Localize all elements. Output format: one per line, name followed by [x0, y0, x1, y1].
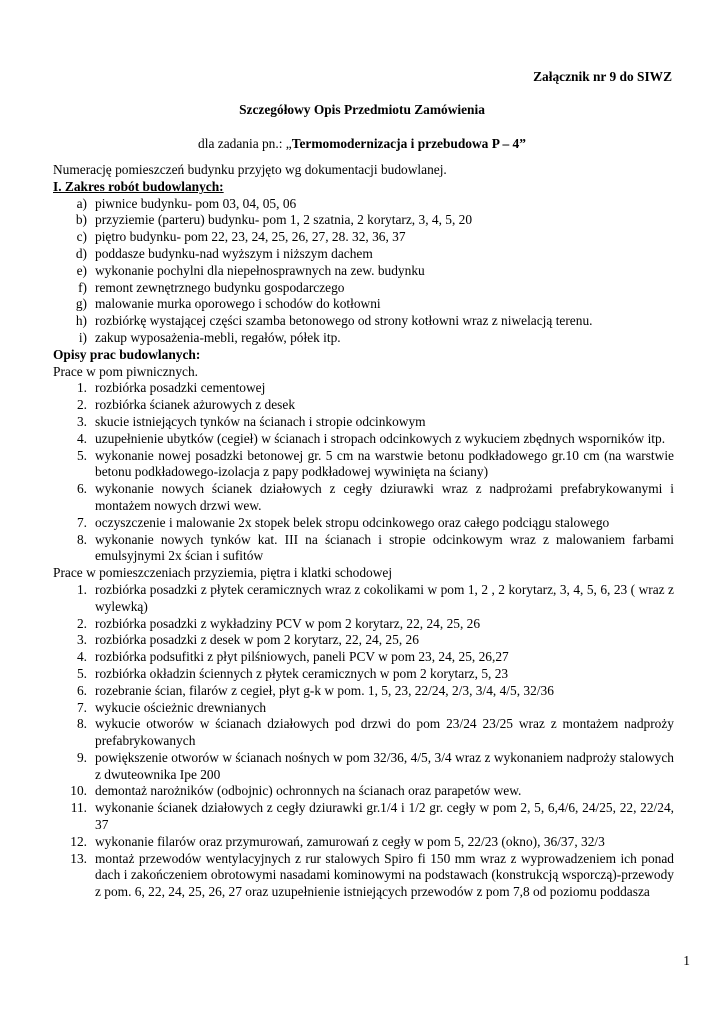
list-item-text: uzupełnienie ubytków (cegieł) w ścianach i stropach odcinkowych z wykuciem zbędnych wsporników itp. — [95, 430, 666, 446]
list-item — [53, 196, 674, 213]
list-item — [53, 666, 674, 683]
list-item — [53, 212, 674, 229]
list-item — [53, 851, 674, 901]
list-item — [53, 414, 674, 431]
list-item-text: piwnice budynku- pom 03, 04, 05, 06 — [95, 195, 297, 211]
list-marker: 8. — [76, 716, 87, 732]
list-item — [53, 649, 674, 666]
list-item-text: wykonanie nowych tynków kat. III na ścianach i stropie odcinkowym wraz z malowaniem farbami emulsyjnymi 2x ścian i sufitów — [95, 531, 674, 564]
list-item — [53, 783, 674, 800]
list-marker: 4. — [76, 430, 87, 446]
list-marker: i) — [78, 329, 87, 345]
list-item — [53, 700, 674, 717]
task-name: Termomodernizacja i przebudowa P – 4” — [291, 136, 526, 151]
list-marker: 12. — [70, 833, 87, 849]
task-prefix: dla zadania pn.: „ — [198, 136, 292, 151]
list-marker: c) — [76, 229, 87, 245]
upper-intro: Prace w pomieszczeniach przyziemia, piętra i klatki schodowej — [53, 565, 393, 581]
list-item-text: montaż przewodów wentylacyjnych z rur stalowych Spiro fi 150 mm wraz z wyprowadzeniem ich ponad dach i zakończeniem obrotowymi nasadami kominowymi na podstawach (konstrukcją wsporczą)-przewody z pom. 6, 22, 24, 25, 26, 27 oraz uzupełnienie istniejących przewodów z pom 7,8 od poziomu poddasza — [95, 850, 674, 900]
list-marker: 9. — [76, 749, 87, 765]
list-marker: 3. — [76, 632, 87, 648]
list-item-text: piętro budynku- pom 22, 23, 24, 25, 26, 27, 28. 32, 36, 37 — [95, 229, 406, 245]
list-item-text: wykucie ościeżnic drewnianych — [95, 699, 267, 715]
list-item-text: wykonanie nowej posadzki betonowej gr. 5 cm na warstwie betonu podkładowego gr.10 cm (na warstwie betonu podkładowego-izolacja z papy podkładowej wywinięta na ściany) — [95, 447, 674, 480]
document-title: Szczegółowy Opis Przedmiotu Zamówienia — [239, 102, 485, 117]
list-item — [53, 632, 674, 649]
list-item — [53, 716, 674, 750]
list-item-text: poddasze budynku-nad wyższym i niższym dachem — [95, 245, 373, 261]
list-item-text: oczyszczenie i malowanie 2x stopek belek stropu odcinkowego oraz całego podciągu stalowego — [95, 514, 610, 530]
list-item — [53, 750, 674, 784]
list-item — [53, 380, 674, 397]
list-item-text: rozbiórka posadzki z wykładziny PCV w pom 2 korytarz, 22, 24, 25, 26 — [95, 615, 481, 631]
list-item-text: rozbiórka okładzin ściennych z płytek ceramicznych w pom 2 korytarz, 5, 23 — [95, 665, 509, 681]
list-item — [53, 280, 674, 297]
scope-list — [53, 196, 674, 347]
list-marker: 1. — [76, 380, 87, 396]
list-marker: 6. — [76, 481, 87, 497]
list-marker: 7. — [76, 699, 87, 715]
list-item-text: rozbiórka ścianek ażurowych z desek — [95, 397, 296, 413]
annex-label: Załącznik nr 9 do SIWZ — [533, 69, 672, 84]
list-marker: 8. — [76, 531, 87, 547]
list-item — [53, 616, 674, 633]
list-item — [53, 515, 674, 532]
list-item — [53, 313, 674, 330]
list-item — [53, 683, 674, 700]
list-item-text: rozebranie ścian, filarów z cegieł, płyt g-k w pom. 1, 5, 23, 22/24, 2/3, 3/4, 4/5, 32/36 — [95, 682, 554, 698]
list-item-text: wykonanie filarów oraz przymurowań, zamurowań z cegły w pom 5, 22/23 (okno), 36/37, 32/3 — [95, 833, 605, 849]
list-item-text: remont zewnętrznego budynku gospodarczego — [95, 279, 345, 295]
list-marker: 7. — [76, 514, 87, 530]
list-marker: e) — [76, 262, 87, 278]
list-item-text: malowanie murka oporowego i schodów do kotłowni — [95, 296, 381, 312]
list-item-text: powiększenie otworów w ścianach nośnych w pom 32/36, 4/5, 3/4 wraz z wykonaniem nadproży stalowych z dwuteownika Ipe 200 — [95, 749, 674, 782]
list-marker: b) — [75, 212, 87, 228]
scope-heading: I. Zakres robót budowlanych: — [53, 178, 224, 194]
list-item-text: skucie istniejących tynków na ścianach i stropie odcinkowym — [95, 413, 426, 429]
list-item — [53, 481, 674, 515]
list-item-text: rozbiórka posadzki z płytek ceramicznych wraz z cokolikami w pom 1, 2 , 2 korytarz, 3, 4, 5, 6, 23 ( wraz z wylewką) — [95, 581, 674, 614]
list-item — [53, 834, 674, 851]
list-item-text: rozbiórkę wystającej części szamba betonowego od strony kotłowni wraz z niwelacją terenu. — [95, 313, 593, 329]
list-item-text: wykonanie nowych ścianek działowych z cegły dziurawki wraz z nadprożami prefabrykowanymi i montażem nowych drzwi wew. — [95, 481, 674, 513]
intro-text: Numerację pomieszczeń budynku przyjęto wg dokumentacji budowlanej. — [53, 162, 447, 177]
basement-intro: Prace w pom piwnicznych. — [53, 363, 199, 379]
basement-works-list — [53, 380, 674, 565]
list-item-text: przyziemie (parteru) budynku- pom 1, 2 szatnia, 2 korytarz, 3, 4, 5, 20 — [95, 212, 473, 228]
list-item — [53, 448, 674, 482]
list-item — [53, 330, 674, 347]
list-item-text: rozbiórka posadzki cementowej — [95, 380, 266, 396]
list-marker: 6. — [76, 682, 87, 698]
list-marker: 4. — [76, 649, 87, 665]
list-item-text: demontaż narożników (odbojnic) ochronnych na ścianach oraz parapetów wew. — [95, 783, 522, 799]
list-item — [53, 582, 674, 616]
list-marker: h) — [75, 313, 87, 329]
list-marker: f) — [78, 279, 87, 295]
list-marker: 10. — [70, 783, 87, 799]
list-marker: d) — [75, 245, 87, 261]
list-marker: 5. — [76, 447, 87, 463]
list-item-text: wykonanie pochylni dla niepełnosprawnych na zew. budynku — [95, 262, 425, 278]
list-marker: 1. — [76, 581, 87, 597]
list-item — [53, 263, 674, 280]
upper-works-list — [53, 582, 674, 901]
list-item-text: rozbiórka podsufitki z płyt pilśniowych, paneli PCV w pom 23, 24, 25, 26,27 — [95, 649, 509, 665]
task-line — [0, 136, 724, 153]
list-item — [53, 800, 674, 834]
document-body — [53, 162, 674, 901]
list-marker: 2. — [76, 615, 87, 631]
list-marker: a) — [76, 195, 87, 211]
list-item-text: zakup wyposażenia-mebli, regałów, półek itp. — [95, 329, 341, 345]
list-item — [53, 532, 674, 566]
list-item — [53, 296, 674, 313]
list-marker: 5. — [76, 665, 87, 681]
list-item-text: wykonanie ścianek działowych z cegły dziurawki gr.1/4 i 1/2 gr. cegły w pom 2, 5, 6,4/6, 24/25, 22, 22/24, 37 — [95, 800, 674, 833]
list-marker: 13. — [70, 850, 87, 866]
list-marker: 3. — [76, 413, 87, 429]
list-marker: g) — [75, 296, 87, 312]
list-item-text: wykucie otworów w ścianach działowych pod drzwi do pom 23/24 23/25 wraz z montażem nadproży prefabrykowanych — [95, 716, 674, 749]
works-heading: Opisy prac budowlanych: — [53, 346, 201, 362]
list-marker: 11. — [70, 800, 87, 816]
page-number: 1 — [683, 953, 690, 968]
list-item — [53, 431, 674, 448]
list-marker: 2. — [76, 397, 87, 413]
list-item — [53, 246, 674, 263]
list-item — [53, 397, 674, 414]
list-item — [53, 229, 674, 246]
list-item-text: rozbiórka posadzki z desek w pom 2 korytarz, 22, 24, 25, 26 — [95, 632, 419, 648]
